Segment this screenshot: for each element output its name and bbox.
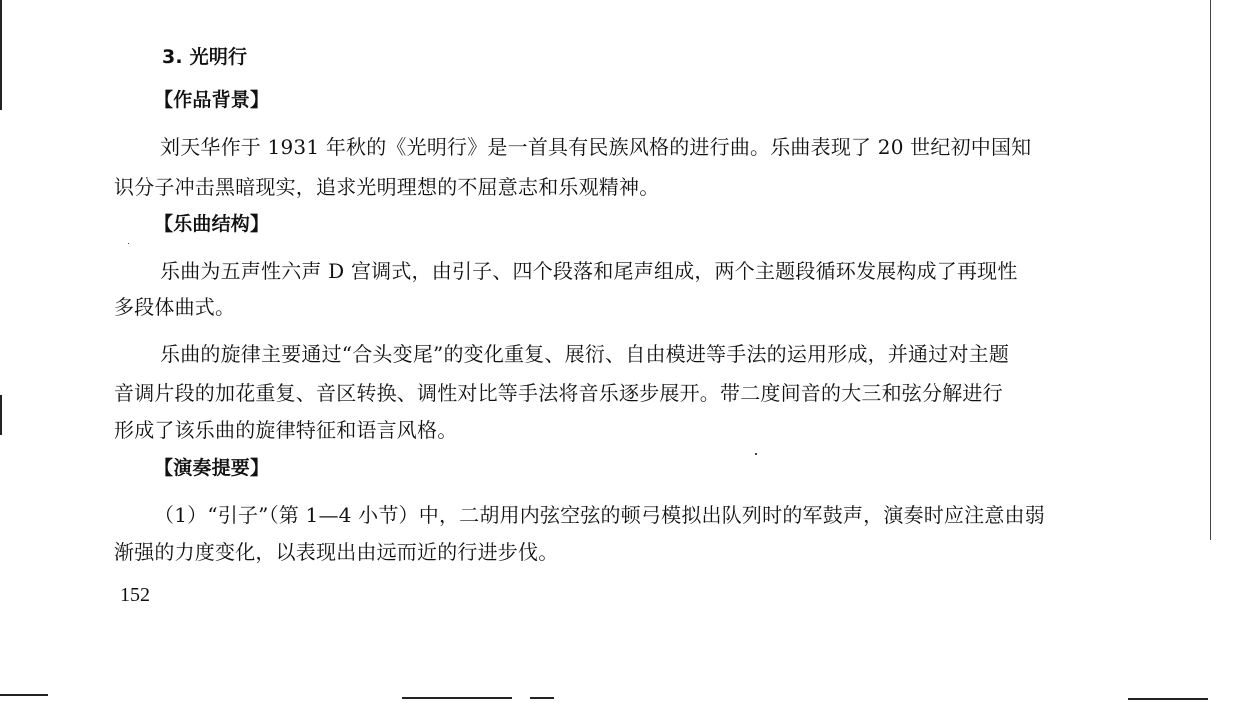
paragraph-background-line-1: 刘天华作于 1931 年秋的《光明行》是一首具有民族风格的进行曲。乐曲表现了 20 世纪初中国知	[160, 135, 1032, 159]
paragraph-structure-2-line-2: 音调片段的加花重复、音区转换、调性对比等手法将音乐逐步展开。带二度间音的大三和弦分解进行	[114, 381, 1003, 405]
page-number: 152	[120, 584, 150, 606]
scan-rule-bottom-right	[1128, 698, 1208, 700]
scan-edge-left-lower	[0, 395, 2, 435]
paragraph-structure-1-line-2: 多段体曲式。	[114, 295, 236, 319]
scan-speck	[755, 453, 757, 455]
scan-rule-bottom-left	[0, 694, 48, 696]
scan-speck	[128, 243, 129, 244]
scan-edge-left	[0, 0, 2, 110]
heading-structure: 【乐曲结构】	[154, 213, 270, 235]
heading-performance: 【演奏提要】	[154, 457, 270, 479]
paragraph-performance-1-line-2: 渐强的力度变化，以表现出由远而近的行进步伐。	[114, 540, 559, 564]
heading-background: 【作品背景】	[154, 89, 270, 111]
scan-rule-bottom-mid	[402, 697, 512, 699]
paragraph-structure-2-line-1: 乐曲的旋律主要通过“合头变尾”的变化重复、展衍、自由模进等手法的运用形成，并通过对主题	[160, 342, 1010, 366]
paragraph-performance-1-line-1: （1）“引子”（第 1—4 小节）中，二胡用内弦空弦的顿弓模拟出队列时的军鼓声，演奏时应注意由弱	[154, 503, 1045, 527]
scan-edge-right	[1210, 0, 1211, 540]
paragraph-background-line-2: 识分子冲击黑暗现实，追求光明理想的不屈意志和乐观精神。	[114, 175, 660, 199]
scan-rule-bottom-mid2	[530, 697, 554, 699]
section-title: 3. 光明行	[162, 46, 248, 68]
paragraph-structure-1-line-1: 乐曲为五声性六声 D 宫调式，由引子、四个段落和尾声组成，两个主题段循环发展构成了再现性	[160, 259, 1018, 283]
paragraph-structure-2-line-3: 形成了该乐曲的旋律特征和语言风格。	[114, 418, 458, 442]
